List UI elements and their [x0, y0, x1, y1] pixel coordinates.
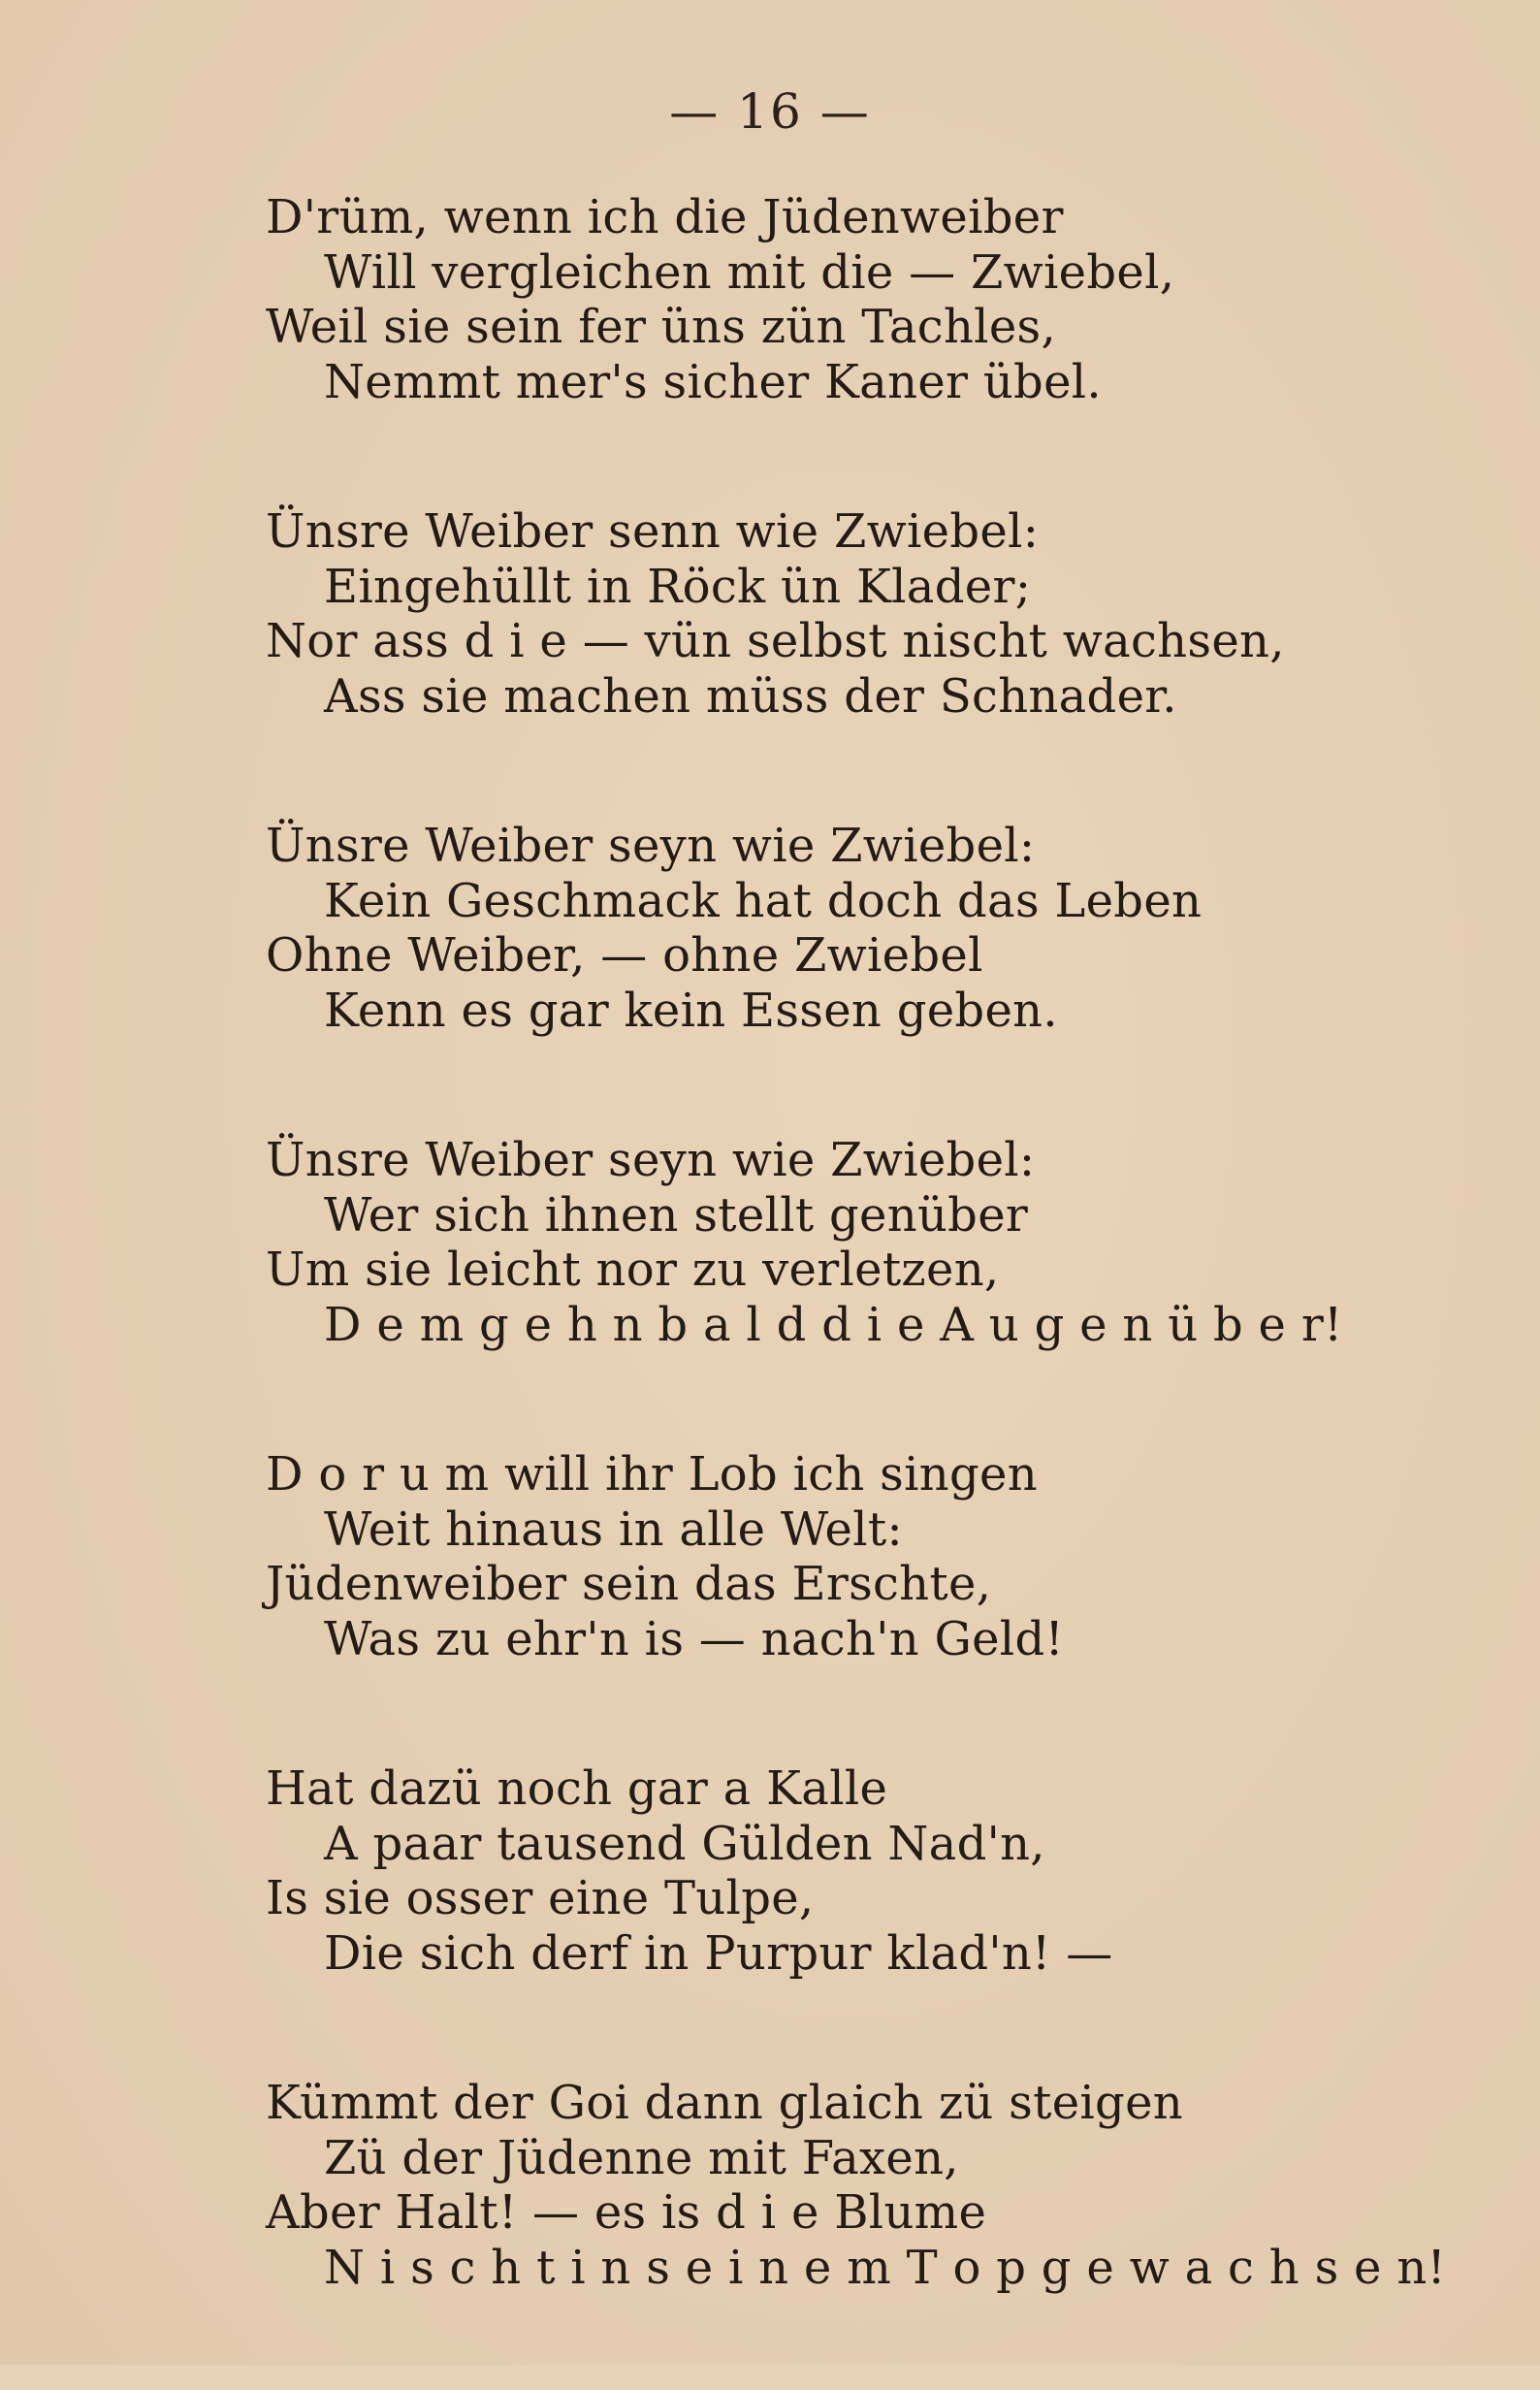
poem-line: Ünsre Weiber seyn wie Zwiebel: [266, 1133, 1036, 1187]
poem [266, 190, 1447, 2390]
poem-line: Is sie osser eine Tulpe, [266, 1871, 815, 1925]
stanza [266, 2076, 1447, 2295]
poem-line: Nemmt mer's sicher Kaner übel. [324, 354, 1102, 409]
poem-line: A paar tausend Gülden Nad'n, [324, 1816, 1045, 1871]
poem-line: Um sie leicht nor zu verletzen, [266, 1243, 1000, 1297]
poem-line: D o r u m will ihr Lob ich singen [266, 1447, 1038, 1502]
poem-line: Hat dazü noch gar a Kalle [266, 1761, 888, 1816]
stanza [266, 1133, 1343, 1352]
poem-line: Kein Geschmack hat doch das Leben [324, 873, 1203, 928]
poem-line: Kenn es gar kein Essen geben. [324, 983, 1058, 1038]
poem-line: D e m g e h n b a l d d i e A u g e n ü b e r! [324, 1297, 1343, 1352]
stanza [266, 504, 1294, 724]
poem-line: Eingehüllt in Röck ün Klader; [324, 559, 1032, 614]
poem-line: Aber Halt! — es is d i e Blume [266, 2185, 987, 2240]
poem-line: N i s c h t i n s e i n e m T o p g e w a c h s e n! [324, 2240, 1447, 2295]
stanza [266, 819, 1294, 1038]
poem-line: Zü der Jüdenne mit Faxen, [324, 2130, 959, 2185]
poem-line: Weil sie sein fer üns zün Tachles, [266, 300, 1057, 354]
poem-line: Was zu ehr'n is — nach'n Geld! [324, 1611, 1065, 1666]
poem-line: Ohne Weiber, — ohne Zwiebel [266, 928, 983, 983]
poem-line: Ünsre Weiber seyn wie Zwiebel: [266, 819, 1036, 873]
poem-line: Weit hinaus in alle Welt: [324, 1502, 903, 1557]
stanza [266, 190, 1294, 409]
poem-line: Kümmt der Goi dann glaich zü steigen [266, 2076, 1184, 2130]
poem-line: Die sich derf in Purpur klad'n! — [324, 1925, 1113, 1981]
poem-line: Will vergleichen mit die — Zwiebel, [324, 244, 1175, 300]
stanza [266, 1447, 1294, 1666]
poem-line: Jüdenweiber sein das Erschte, [266, 1557, 992, 1611]
poem-line: D'rüm, wenn ich die Jüdenweiber [266, 190, 1064, 244]
poem-line: Ass sie machen müss der Schnader. [324, 668, 1177, 724]
page-number: — 16 — [669, 83, 871, 140]
poem-line: Ünsre Weiber senn wie Zwiebel: [266, 504, 1040, 559]
poem-line: Wer sich ihnen stellt genüber [324, 1187, 1029, 1243]
stanza [266, 1761, 1294, 1981]
poem-line: Nor ass d i e — vün selbst nischt wachsen, [266, 614, 1285, 668]
